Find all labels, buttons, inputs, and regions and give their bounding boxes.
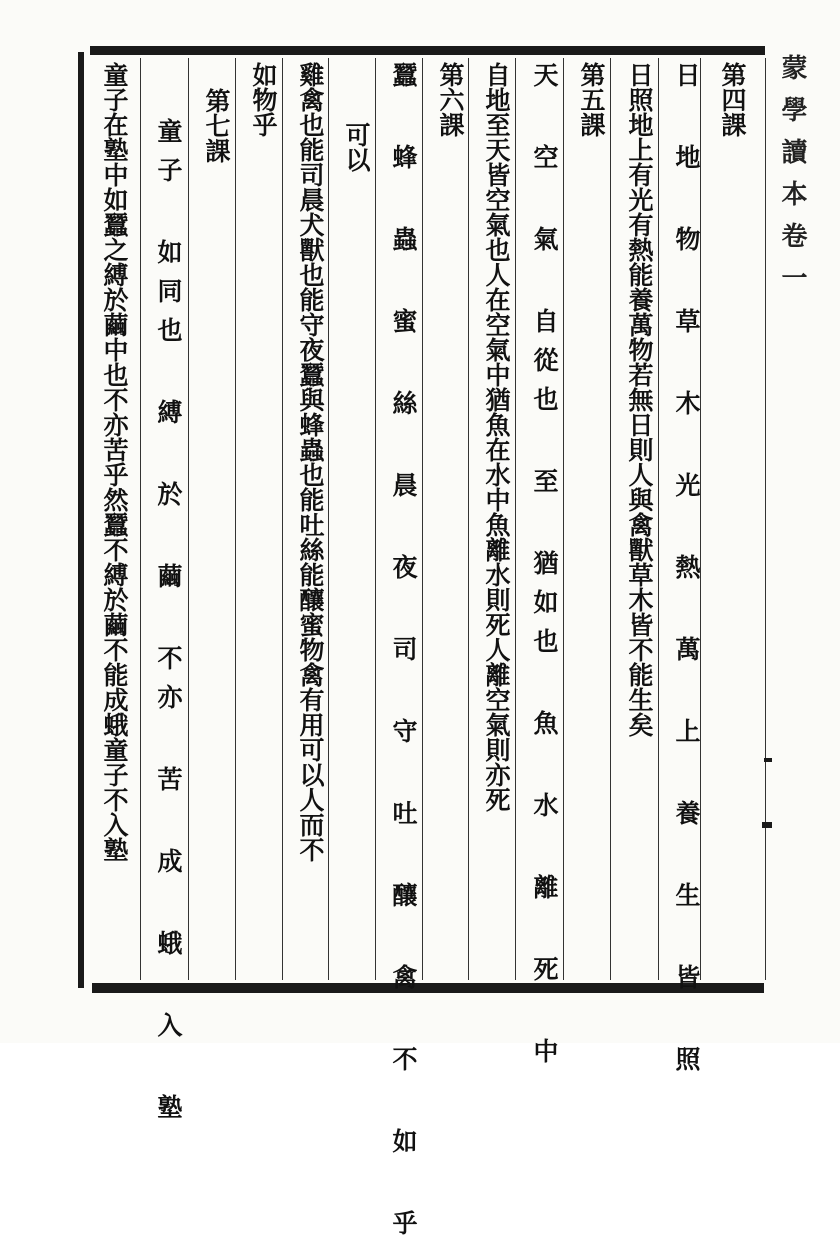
lesson-heading: 第四課 xyxy=(718,62,747,137)
margin-mark xyxy=(764,758,772,762)
lesson-heading: 第七課 xyxy=(202,88,231,163)
column-divider xyxy=(765,58,766,980)
vocabulary-column: 童子 如同也 縛 於 繭 不亦 苦 成 蛾 入 塾 xyxy=(154,118,183,1133)
text-column: 自地至天皆空氣也人在空氣中猶魚在水中魚離水則死人離空氣則亦死 xyxy=(482,62,511,812)
column-divider xyxy=(282,58,283,980)
running-header: 蒙學讀本卷一 xyxy=(777,54,807,306)
column-divider xyxy=(375,58,376,980)
vocabulary-column: 天 空 氣 自從也 至 猶如也 魚 水 離 死 中 xyxy=(530,62,559,1077)
top-border-rule xyxy=(90,46,765,55)
bottom-border-rule xyxy=(92,983,764,993)
left-border-rule xyxy=(78,52,84,988)
column-divider xyxy=(235,58,236,980)
text-column: 童子在塾中如蠶之縛於繭中也不亦苦乎然蠶不縛於繭不能成蛾童子不入塾 xyxy=(100,62,129,862)
vocabulary-column: 日 地 物 草 木 光 熱 萬 上 養 生 皆 照 xyxy=(672,62,701,1085)
column-divider xyxy=(140,58,141,980)
vocabulary-column: 可以 xyxy=(342,122,371,172)
column-divider xyxy=(468,58,469,980)
lesson-heading: 第六課 xyxy=(436,62,465,137)
lesson-heading: 第五課 xyxy=(577,62,606,137)
column-divider xyxy=(188,58,189,980)
vocabulary-column: 蠶 蜂 蟲 蜜 絲 晨 夜 司 守 吐 釀 禽 不 如 乎 xyxy=(389,62,418,1249)
text-column: 如物乎 xyxy=(249,62,278,137)
margin-mark xyxy=(762,822,772,828)
text-column: 日照地上有光有熱能養萬物若無日則人與禽獸草木皆不能生矣 xyxy=(625,62,654,737)
column-divider xyxy=(610,58,611,980)
text-column: 雞禽也能司晨犬獸也能守夜蠶與蜂蟲也能吐絲能釀蜜物禽有用可以人而不 xyxy=(296,62,325,862)
